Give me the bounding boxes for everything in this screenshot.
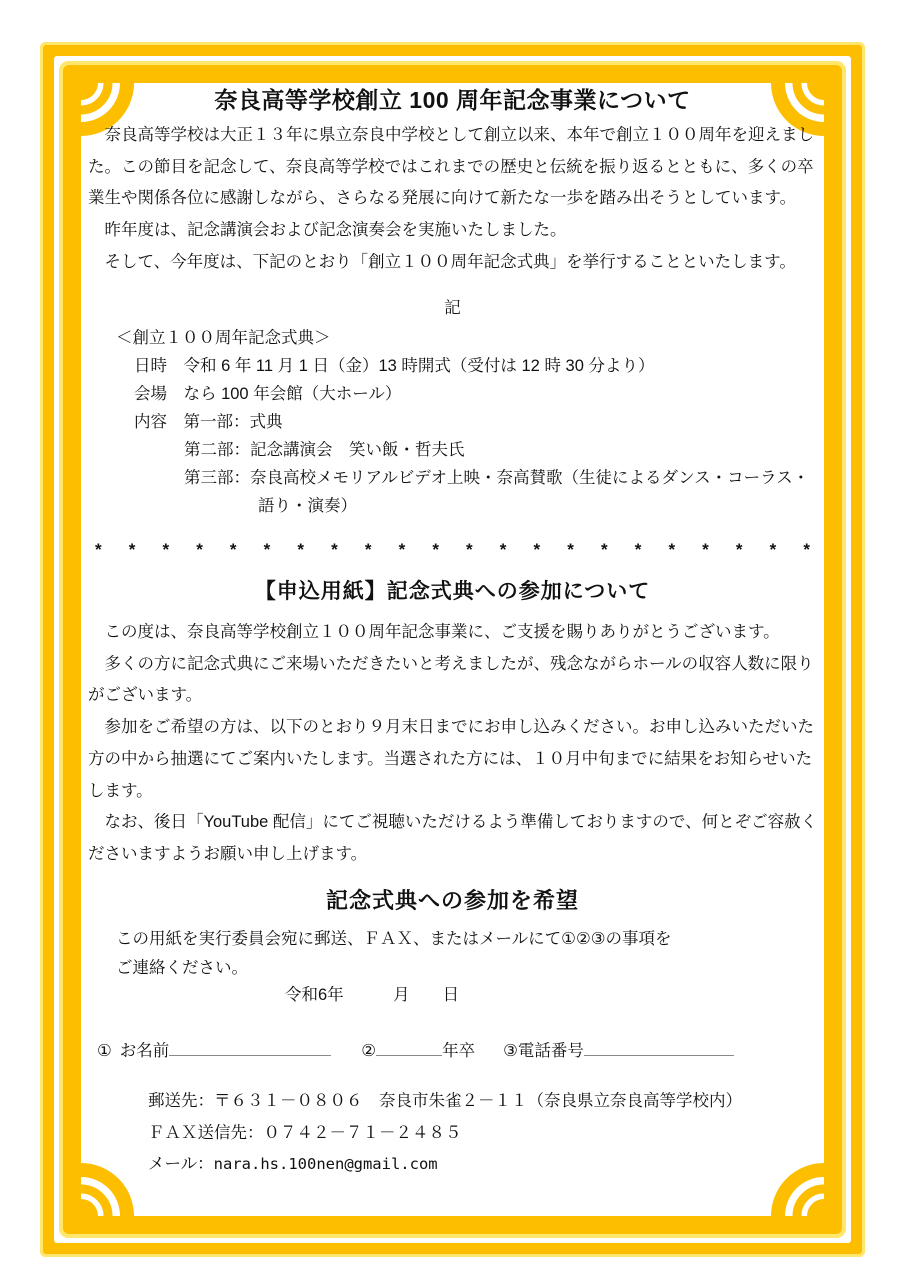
field3-label: ③電話番号 [503,1041,584,1060]
email-label: メール： [148,1155,214,1173]
event-heading: ＜創立１００周年記念式典＞ [116,329,331,347]
form-instruction-line: ご連絡ください。 [116,958,248,977]
form-fields-row [97,1036,807,1061]
field2-number: ② [361,1041,377,1060]
asterisk-separator: * * * * * * * * * * * * * * * * * * * * * * [95,540,810,559]
intro-line: 業生や関係各位に感謝しながら、さらなる発展に向けて新たな一歩を踏み出そうとしています。 [88,189,797,208]
intro-paragraph [88,120,824,279]
event-program-part3-cont: 語り・演奏） [258,497,357,515]
application-line: 方の中から抽選にてご案内いたします。当選された方には、１０月中旬までに結果をお知らせいた [88,749,813,768]
event-program-part2: 第二部：記念講演会 笑い飯・哲夫氏 [184,441,465,459]
fax-number: ＦＡＸ送信先：０７４２－７１－２４８５ [148,1123,462,1142]
form-date-line: 令和6年 月 日 [285,986,460,1004]
postal-address: 郵送先：〒６３１－０８０６ 奈良市朱雀２－１１（奈良県立奈良高等学校内） [148,1092,742,1110]
event-program-part1: 内容 第一部：式典 [134,413,283,431]
intro-line: 昨年度は、記念講演会および記念演奏会を実施いたしました。 [88,221,567,240]
application-line: ださいますようお願い申し上げます。 [88,844,368,863]
form-instruction-line: この用紙を実行委員会宛に郵送、ＦＡＸ、またはメールにて①②③の事項を [116,930,672,948]
application-line: 参加をご希望の方は、以下のとおり９月末日までにお申し込みください。お申し込みいただいた [88,718,814,737]
application-paragraph [88,617,824,871]
event-program-part3: 第三部：奈良高校メモリアルビデオ上映・奈高賛歌（生徒によるダンス・コーラス・ [184,469,810,487]
application-line: します。 [88,781,153,800]
notice-ki-label: 記 [444,299,461,317]
application-section-heading: 【申込用紙】記念式典への参加について [254,580,651,603]
contact-info-block [148,1086,788,1181]
name-blank-field [169,1036,331,1056]
application-line: がございます。 [88,686,203,705]
email-address: nara.hs.100nen@gmail.com [213,1155,438,1173]
intro-line: た。この節目を記念して、奈良高等学校ではこれまでの歴史と伝統を振り返るとともに、多くの卒 [88,157,814,176]
application-line: 多くの方に記念式典にご来場いただきたいと考えましたが、残念ながらホールの収容人数に限り [88,654,814,673]
intro-line: そして、今年度は、下記のとおり「創立１００周年記念式典」を挙行することといたします。 [88,252,796,271]
email-line [148,1149,788,1181]
participation-request-heading: 記念式典への参加を希望 [325,888,579,913]
intro-line: 奈良高等学校は大正１３年に県立奈良中学校として創立以来、本年で創立１００周年を迎えまし [88,126,814,144]
event-datetime: 日時 令和 6 年 11 月 1 日（金）13 時開式（受付は 12 時 30 分より） [134,357,655,375]
field2-suffix: 年卒 [442,1041,476,1060]
event-venue: 会場 なら 100 年会館（大ホール） [134,385,402,403]
application-line: なお、後日「YouTube 配信」にてご視聴いただけるよう準備しておりますので、何とぞご容赦く [88,813,818,832]
phone-blank-field [584,1036,734,1056]
graduation-year-blank-field [376,1036,442,1056]
application-line: この度は、奈良高等学校創立１００周年記念事業に、ご支援を賜りありがとうございます。 [88,623,780,641]
event-details-block [88,324,824,520]
field1-label: お名前 [119,1041,170,1060]
field1-number: ① [97,1041,112,1060]
form-instructions [116,925,766,982]
page-title: 奈良高等学校創立 100 周年記念事業について [214,87,691,113]
